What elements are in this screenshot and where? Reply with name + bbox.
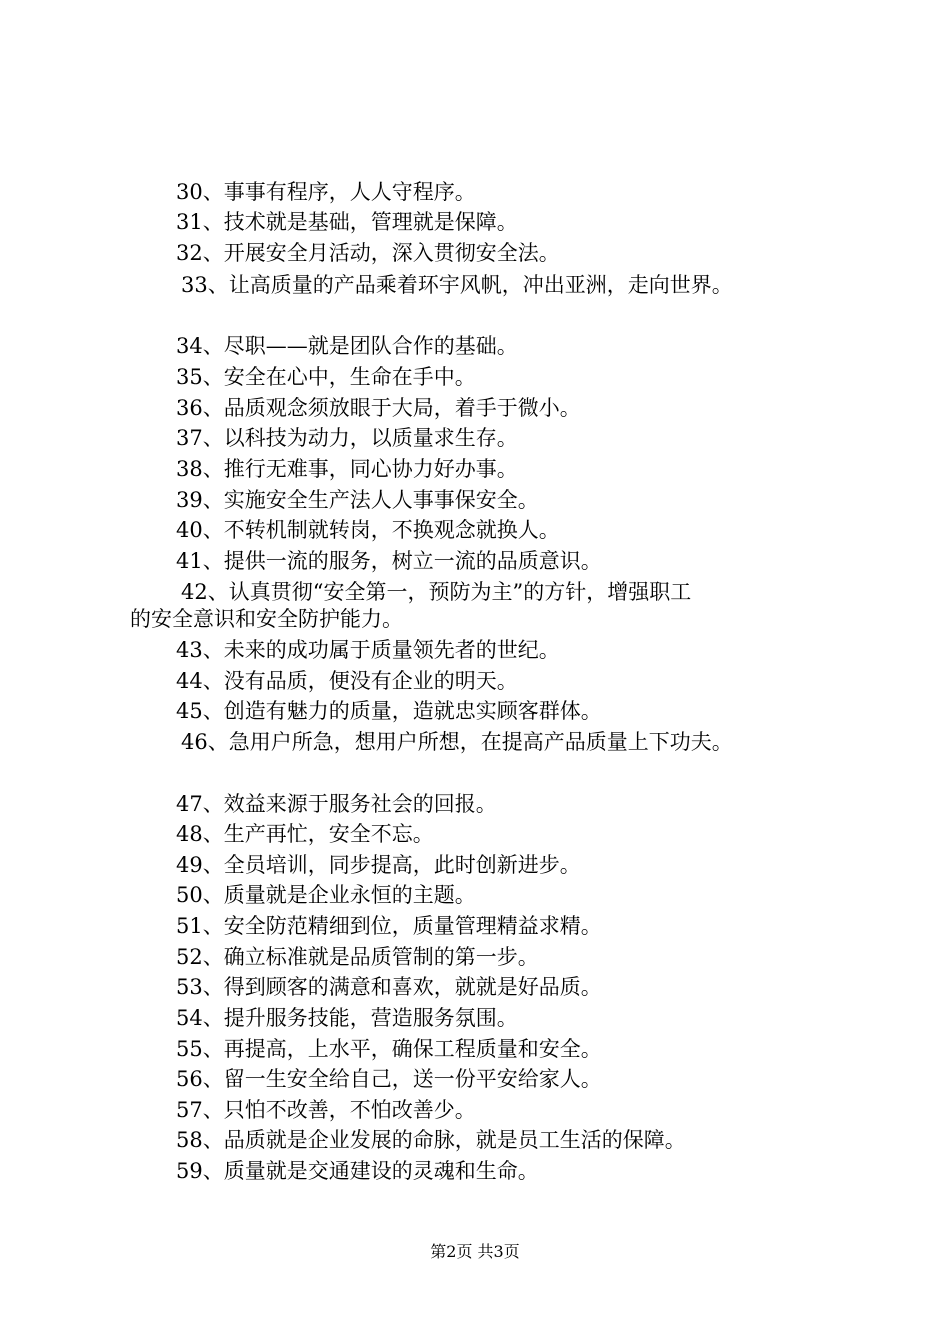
page-footer: 第2页 共3页 (430, 1242, 520, 1261)
text-line: 45、创造有魅力的质量，造就忠实顾客群体。 (176, 699, 602, 723)
text-line: 37、以科技为动力，以质量求生存。 (176, 426, 518, 450)
text-line: 39、实施安全生产法人人事事保安全。 (176, 488, 539, 512)
text-line: 36、品质观念须放眼于大局，着手于微小。 (176, 396, 581, 420)
text-line: 51、安全防范精细到位，质量管理精益求精。 (176, 914, 602, 938)
text-line: 的安全意识和安全防护能力。 (130, 607, 403, 631)
text-line: 53、得到顾客的满意和喜欢，就就是好品质。 (176, 975, 602, 999)
text-line: 50、质量就是企业永恒的主题。 (176, 883, 476, 907)
text-line: 33、让高质量的产品乘着环宇风帆，冲出亚洲，走向世界。 (181, 273, 733, 297)
text-line: 44、没有品质，便没有企业的明天。 (176, 669, 518, 693)
text-line: 30、事事有程序，人人守程序。 (176, 180, 476, 204)
text-line: 41、提供一流的服务，树立一流的品质意识。 (176, 549, 602, 573)
text-line: 54、提升服务技能，营造服务氛围。 (176, 1006, 518, 1030)
text-line: 59、质量就是交通建设的灵魂和生命。 (176, 1159, 539, 1183)
text-line: 32、开展安全月活动，深入贯彻安全法。 (176, 241, 560, 265)
text-line: 46、急用户所急，想用户所想，在提高产品质量上下功夫。 (181, 730, 733, 754)
text-line: 35、安全在心中，生命在手中。 (176, 365, 476, 389)
text-line: 57、只怕不改善，不怕改善少。 (176, 1098, 476, 1122)
text-line: 43、未来的成功属于质量领先者的世纪。 (176, 638, 560, 662)
text-line: 31、技术就是基础，管理就是保障。 (176, 210, 518, 234)
text-line: 40、不转机制就转岗，不换观念就换人。 (176, 518, 560, 542)
text-line: 34、尽职——就是团队合作的基础。 (176, 334, 518, 358)
text-line: 56、留一生安全给自己，送一份平安给家人。 (176, 1067, 602, 1091)
text-line: 48、生产再忙，安全不忘。 (176, 822, 434, 846)
text-line: 58、品质就是企业发展的命脉，就是员工生活的保障。 (176, 1128, 686, 1152)
text-line: 52、确立标准就是品质管制的第一步。 (176, 945, 539, 969)
text-line: 47、效益来源于服务社会的回报。 (176, 792, 497, 816)
text-line: 49、全员培训，同步提高，此时创新进步。 (176, 853, 581, 877)
text-line: 55、再提高，上水平，确保工程质量和安全。 (176, 1037, 602, 1061)
text-line: 38、推行无难事，同心协力好办事。 (176, 457, 518, 481)
text-line: 42、认真贯彻“安全第一，预防为主”的方针，增强职工 (181, 580, 692, 604)
